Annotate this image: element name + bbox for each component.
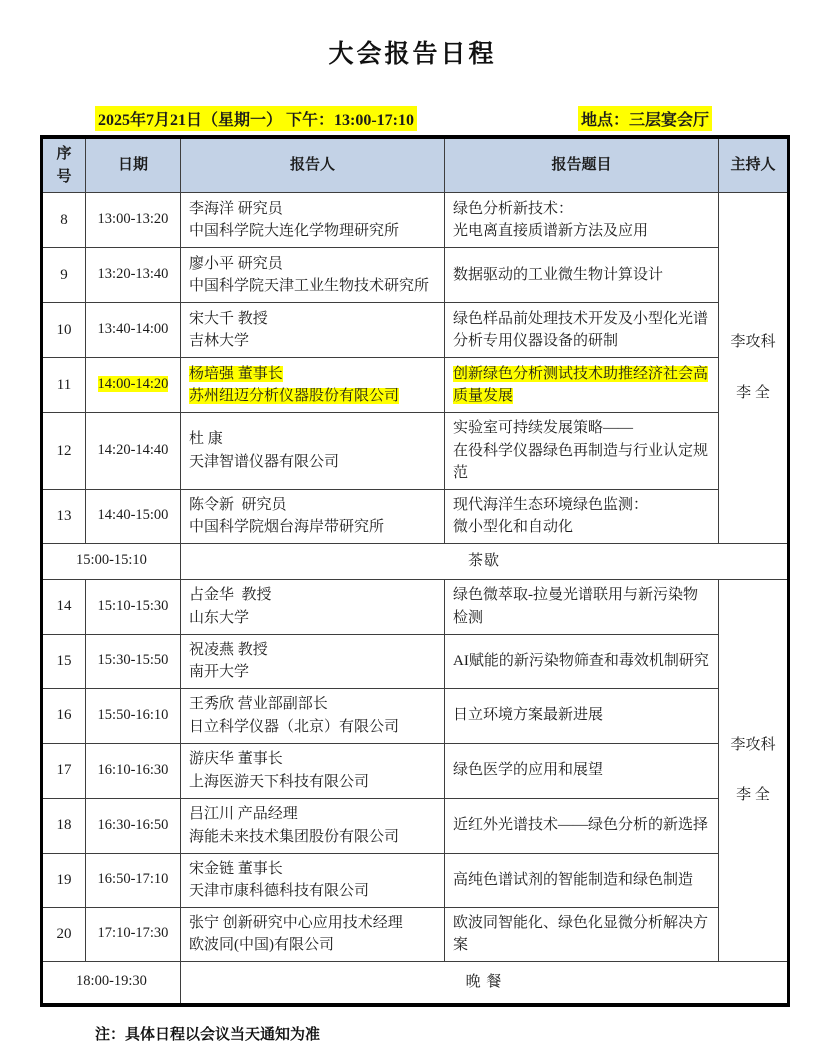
talk-title-line: 近红外光谱技术——绿色分析的新选择	[453, 817, 709, 834]
row-time: 16:30-16:50	[86, 798, 181, 853]
speaker-name: 陈令新 研究员	[189, 496, 287, 513]
row-title	[445, 743, 719, 798]
dinner-time: 18:00-19:30	[42, 961, 181, 1005]
speaker-name: 杜 康	[189, 431, 223, 448]
table-row	[42, 798, 789, 853]
host-name: 李攻科	[730, 334, 776, 351]
speaker-name: 李海洋 研究员	[189, 200, 283, 217]
row-no: 15	[42, 634, 86, 688]
highlighted-time: 14:00-14:20	[97, 376, 169, 393]
row-speaker	[181, 798, 445, 853]
talk-title-line: 数据驱动的工业微生物计算设计	[453, 266, 664, 283]
talk-title-line: 高纯色谱试剂的智能制造和绿色制造	[453, 871, 694, 888]
table-row	[42, 248, 789, 303]
table-row-highlighted	[42, 358, 789, 413]
speaker-affiliation: 南开大学	[189, 664, 250, 680]
talk-title-line: 现代海洋生态环境绿色监测：	[453, 496, 649, 513]
speaker-name: 祝凌燕 教授	[189, 641, 268, 658]
row-no: 9	[42, 248, 86, 303]
row-speaker	[181, 489, 445, 543]
page-title: 大会报告日程	[328, 40, 497, 68]
tea-break-label: 茶歇	[181, 543, 789, 579]
table-row	[42, 853, 789, 907]
highlighted-speaker-affiliation: 苏州纽迈分析仪器股份有限公司	[189, 388, 400, 404]
header-host: 主持人	[719, 137, 789, 193]
row-no: 19	[42, 853, 86, 907]
row-speaker	[181, 413, 445, 490]
tea-break-row	[42, 543, 789, 579]
row-speaker	[181, 248, 445, 303]
row-title	[445, 907, 719, 961]
table-row	[42, 303, 789, 358]
host-cell-group2	[719, 579, 789, 961]
footnote: 注：具体日程以会议当天通知为准	[95, 1027, 321, 1043]
row-speaker	[181, 743, 445, 798]
speaker-affiliation: 吉林大学	[189, 333, 250, 349]
row-speaker	[181, 193, 445, 248]
row-no: 13	[42, 489, 86, 543]
row-no: 16	[42, 688, 86, 743]
row-time: 15:10-15:30	[86, 579, 181, 634]
header-row	[42, 137, 789, 193]
table-row	[42, 634, 789, 688]
session-location: 地点：三层宴会厅	[578, 106, 712, 131]
speaker-name: 廖小平 研究员	[189, 255, 283, 272]
speaker-affiliation: 中国科学院烟台海岸带研究所	[189, 519, 385, 535]
row-no: 17	[42, 743, 86, 798]
talk-title-line: 实验室可持续发展策略——	[453, 420, 634, 436]
session-info-row	[40, 106, 787, 130]
table-row	[42, 907, 789, 961]
talk-title-line: 绿色微萃取-拉曼光谱联用与新污染物检测	[453, 587, 698, 626]
table-row	[42, 193, 789, 248]
row-no: 12	[42, 413, 86, 490]
dinner-row	[42, 961, 789, 1005]
talk-title-line: 绿色样品前处理技术开发及小型化光谱分析专用仪器设备的研制	[453, 310, 709, 349]
speaker-name: 宋大千 教授	[189, 310, 268, 327]
speaker-affiliation: 上海医游天下科技有限公司	[189, 773, 370, 790]
row-no: 10	[42, 303, 86, 358]
row-time: 17:10-17:30	[86, 907, 181, 961]
host-name: 李攻科	[730, 736, 776, 753]
talk-title-line: 绿色分析新技术：	[453, 200, 574, 217]
host-name: 李 全	[736, 787, 770, 803]
row-time: 15:30-15:50	[86, 634, 181, 688]
row-title	[445, 358, 719, 413]
speaker-name: 占金华 教授	[189, 587, 272, 603]
talk-title-line: 在役科学仪器绿色再制造与行业认定规范	[453, 442, 709, 481]
row-speaker	[181, 579, 445, 634]
speaker-affiliation: 天津智谱仪器有限公司	[189, 453, 340, 470]
row-title	[445, 798, 719, 853]
talk-title-line: 欧波同智能化、绿色化显微分析解决方案	[453, 914, 709, 953]
talk-title-line: 绿色医学的应用和展望	[453, 762, 604, 779]
row-no: 20	[42, 907, 86, 961]
host-name: 李 全	[736, 384, 770, 401]
speaker-name: 张宁 创新研究中心应用技术经理	[189, 914, 403, 931]
speaker-affiliation: 天津市康科德科技有限公司	[189, 883, 370, 899]
table-row	[42, 579, 789, 634]
row-title	[445, 634, 719, 688]
row-speaker	[181, 634, 445, 688]
row-title	[445, 248, 719, 303]
tea-break-time: 15:00-15:10	[42, 543, 181, 579]
row-no: 11	[42, 358, 86, 413]
speaker-affiliation: 山东大学	[189, 609, 250, 626]
speaker-affiliation: 中国科学院天津工业生物技术研究所	[189, 278, 430, 294]
table-row	[42, 688, 789, 743]
schedule-table	[40, 135, 790, 1007]
talk-title-line: 微小型化和自动化	[453, 519, 574, 535]
row-time: 13:20-13:40	[86, 248, 181, 303]
speaker-name: 宋金链 董事长	[189, 860, 283, 877]
row-title	[445, 688, 719, 743]
row-title	[445, 489, 719, 543]
highlighted-speaker-name: 杨培强 董事长	[189, 365, 283, 382]
row-title	[445, 413, 719, 490]
row-speaker	[181, 303, 445, 358]
speaker-affiliation: 海能未来技术集团股份有限公司	[189, 828, 400, 845]
talk-title-line: 光电离直接质谱新方法及应用	[453, 223, 649, 239]
row-time: 15:50-16:10	[86, 688, 181, 743]
table-row	[42, 743, 789, 798]
row-title	[445, 579, 719, 634]
row-speaker	[181, 853, 445, 907]
speaker-name: 王秀欣 营业部副部长	[189, 696, 328, 712]
row-time	[86, 358, 181, 413]
highlighted-talk-title: 创新绿色分析测试技术助推经济社会高质量发展	[453, 365, 709, 404]
speaker-affiliation: 日立科学仪器（北京）有限公司	[189, 718, 400, 735]
row-speaker	[181, 688, 445, 743]
row-time: 14:20-14:40	[86, 413, 181, 490]
row-title	[445, 853, 719, 907]
row-time: 16:10-16:30	[86, 743, 181, 798]
table-row	[42, 413, 789, 490]
row-no: 8	[42, 193, 86, 248]
row-time: 13:00-13:20	[86, 193, 181, 248]
row-time: 14:40-15:00	[86, 489, 181, 543]
header-title: 报告题目	[445, 137, 719, 193]
row-no: 18	[42, 798, 86, 853]
row-time: 16:50-17:10	[86, 853, 181, 907]
speaker-name: 游庆华 董事长	[189, 751, 283, 767]
dinner-label: 晚 餐	[181, 961, 789, 1005]
host-cell-group1	[719, 193, 789, 544]
session-datetime: 2025年7月21日（星期一） 下午：13:00-17:10	[95, 106, 417, 131]
speaker-name: 吕江川 产品经理	[189, 806, 298, 822]
talk-title-line: AI赋能的新污染物筛查和毒效机制研究	[453, 652, 709, 669]
header-speaker: 报告人	[181, 137, 445, 193]
row-speaker	[181, 358, 445, 413]
speaker-affiliation: 欧波同(中国)有限公司	[189, 937, 334, 953]
speaker-affiliation: 中国科学院大连化学物理研究所	[189, 223, 400, 239]
row-speaker	[181, 907, 445, 961]
header-no: 序号	[42, 137, 86, 193]
table-row	[42, 489, 789, 543]
header-date: 日期	[86, 137, 181, 193]
row-no: 14	[42, 579, 86, 634]
talk-title-line: 日立环境方案最新进展	[453, 707, 604, 724]
row-title	[445, 193, 719, 248]
row-time: 13:40-14:00	[86, 303, 181, 358]
row-title	[445, 303, 719, 358]
